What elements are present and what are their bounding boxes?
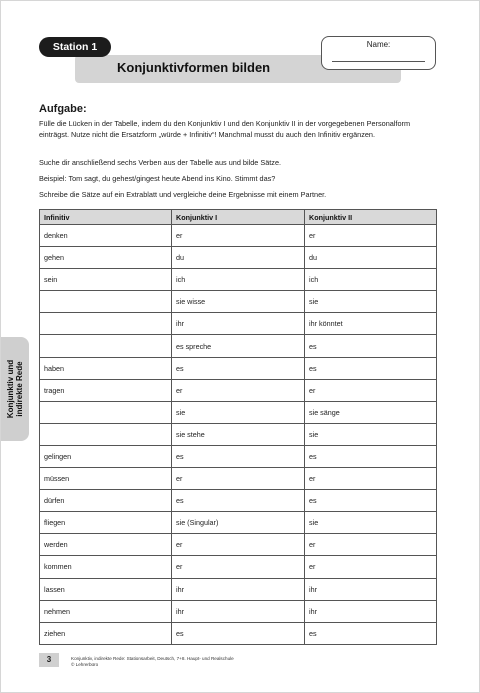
conjugation-table: [39, 209, 436, 645]
cell-konjunktiv-1[interactable]: sie: [172, 401, 305, 423]
cell-infinitiv[interactable]: gehen: [40, 247, 172, 269]
page-title: Konjunktivformen bilden: [117, 60, 271, 75]
cell-infinitiv[interactable]: [40, 423, 172, 445]
header-konjunktiv-2: Konjunktiv II: [305, 210, 437, 225]
cell-infinitiv[interactable]: fliegen: [40, 512, 172, 534]
page-number: 3: [39, 653, 59, 667]
cell-konjunktiv-1[interactable]: er: [172, 379, 305, 401]
name-field[interactable]: [321, 36, 436, 70]
cell-konjunktiv-1[interactable]: sie stehe: [172, 423, 305, 445]
cell-infinitiv[interactable]: [40, 401, 172, 423]
cell-konjunktiv-1[interactable]: es: [172, 357, 305, 379]
footer-line-2: © Lehrerbüro: [71, 662, 99, 667]
task-paragraph-2: Suche dir anschließend sechs Verben aus der Tabelle aus und bilde Sätze.: [39, 158, 282, 167]
table-row: [40, 269, 437, 291]
cell-konjunktiv-1[interactable]: er: [172, 556, 305, 578]
table-row: [40, 622, 437, 644]
cell-konjunktiv-1[interactable]: ihr: [172, 600, 305, 622]
table-row: [40, 445, 437, 467]
cell-konjunktiv-1[interactable]: es: [172, 490, 305, 512]
cell-konjunktiv-1[interactable]: er: [172, 225, 305, 247]
table-row: [40, 534, 437, 556]
table-row: [40, 291, 437, 313]
cell-konjunktiv-2[interactable]: er: [305, 534, 437, 556]
cell-infinitiv[interactable]: denken: [40, 225, 172, 247]
table-row: [40, 600, 437, 622]
cell-konjunktiv-2[interactable]: er: [305, 556, 437, 578]
cell-konjunktiv-1[interactable]: ihr: [172, 313, 305, 335]
cell-infinitiv[interactable]: gelingen: [40, 445, 172, 467]
cell-infinitiv[interactable]: ziehen: [40, 622, 172, 644]
cell-konjunktiv-1[interactable]: er: [172, 468, 305, 490]
table-header-row: [40, 210, 437, 225]
cell-infinitiv[interactable]: dürfen: [40, 490, 172, 512]
cell-konjunktiv-2[interactable]: es: [305, 357, 437, 379]
task-paragraph-1: Fülle die Lücken in der Tabelle, indem du den Konjunktiv I und den Konjunktiv II in der vorgegebenen Personalform einträgst. Nutze nicht die Ersatzform „würde + Infinitiv“! Manchmal musst du auch den Infinitiv ergänzen.: [39, 119, 411, 139]
cell-konjunktiv-2[interactable]: ich: [305, 269, 437, 291]
cell-konjunktiv-2[interactable]: sie: [305, 512, 437, 534]
header-infinitiv: Infinitiv: [40, 210, 172, 225]
side-tab-line-1: Konjunktiv und: [6, 359, 15, 419]
cell-infinitiv[interactable]: [40, 335, 172, 357]
header-konjunktiv-1: Konjunktiv I: [172, 210, 305, 225]
cell-konjunktiv-1[interactable]: es spreche: [172, 335, 305, 357]
cell-konjunktiv-2[interactable]: es: [305, 445, 437, 467]
cell-konjunktiv-2[interactable]: sie: [305, 291, 437, 313]
cell-infinitiv[interactable]: [40, 291, 172, 313]
name-line: [332, 61, 425, 62]
table-row: [40, 578, 437, 600]
cell-konjunktiv-1[interactable]: ihr: [172, 578, 305, 600]
cell-konjunktiv-2[interactable]: ihr könntet: [305, 313, 437, 335]
table-row: [40, 247, 437, 269]
footer-text: [71, 656, 234, 668]
cell-konjunktiv-1[interactable]: ich: [172, 269, 305, 291]
side-tab-line-2: indirekte Rede: [15, 361, 24, 417]
table-row: [40, 401, 437, 423]
cell-konjunktiv-1[interactable]: es: [172, 445, 305, 467]
table-row: [40, 468, 437, 490]
table-row: [40, 357, 437, 379]
table-row: [40, 335, 437, 357]
cell-konjunktiv-2[interactable]: er: [305, 468, 437, 490]
cell-konjunktiv-2[interactable]: er: [305, 225, 437, 247]
cell-konjunktiv-1[interactable]: es: [172, 622, 305, 644]
cell-infinitiv[interactable]: [40, 313, 172, 335]
cell-konjunktiv-2[interactable]: du: [305, 247, 437, 269]
cell-konjunktiv-1[interactable]: sie (Singular): [172, 512, 305, 534]
cell-konjunktiv-2[interactable]: ihr: [305, 600, 437, 622]
cell-konjunktiv-2[interactable]: es: [305, 622, 437, 644]
table-row: [40, 379, 437, 401]
task-paragraph-4: Schreibe die Sätze auf ein Extrablatt und vergleiche deine Ergebnisse mit einem Partner.: [39, 190, 327, 199]
cell-konjunktiv-2[interactable]: es: [305, 490, 437, 512]
cell-konjunktiv-2[interactable]: er: [305, 379, 437, 401]
cell-konjunktiv-2[interactable]: sie sänge: [305, 401, 437, 423]
table-row: [40, 512, 437, 534]
cell-konjunktiv-1[interactable]: er: [172, 534, 305, 556]
cell-konjunktiv-1[interactable]: du: [172, 247, 305, 269]
cell-konjunktiv-1[interactable]: sie wisse: [172, 291, 305, 313]
cell-infinitiv[interactable]: lassen: [40, 578, 172, 600]
cell-infinitiv[interactable]: nehmen: [40, 600, 172, 622]
name-label: Name:: [366, 40, 391, 49]
cell-infinitiv[interactable]: haben: [40, 357, 172, 379]
side-tab-label: [6, 337, 24, 441]
table-row: [40, 490, 437, 512]
station-badge: Station 1: [39, 37, 111, 57]
cell-konjunktiv-2[interactable]: sie: [305, 423, 437, 445]
task-paragraph-3: Beispiel: Tom sagt, du gehest/gingest heute Abend ins Kino. Stimmt das?: [39, 174, 276, 183]
task-heading: Aufgabe:: [39, 103, 87, 115]
footer-line-1: Konjunktiv, indirekte Rede: Stationsarbeit, Deutsch, 7+8. Haupt- und Realschule: [71, 656, 234, 661]
cell-infinitiv[interactable]: werden: [40, 534, 172, 556]
table-row: [40, 423, 437, 445]
table-row: [40, 225, 437, 247]
cell-infinitiv[interactable]: sein: [40, 269, 172, 291]
cell-konjunktiv-2[interactable]: es: [305, 335, 437, 357]
cell-infinitiv[interactable]: müssen: [40, 468, 172, 490]
table-row: [40, 556, 437, 578]
cell-konjunktiv-2[interactable]: ihr: [305, 578, 437, 600]
table-body: [40, 225, 437, 645]
cell-infinitiv[interactable]: tragen: [40, 379, 172, 401]
table-row: [40, 313, 437, 335]
cell-infinitiv[interactable]: kommen: [40, 556, 172, 578]
